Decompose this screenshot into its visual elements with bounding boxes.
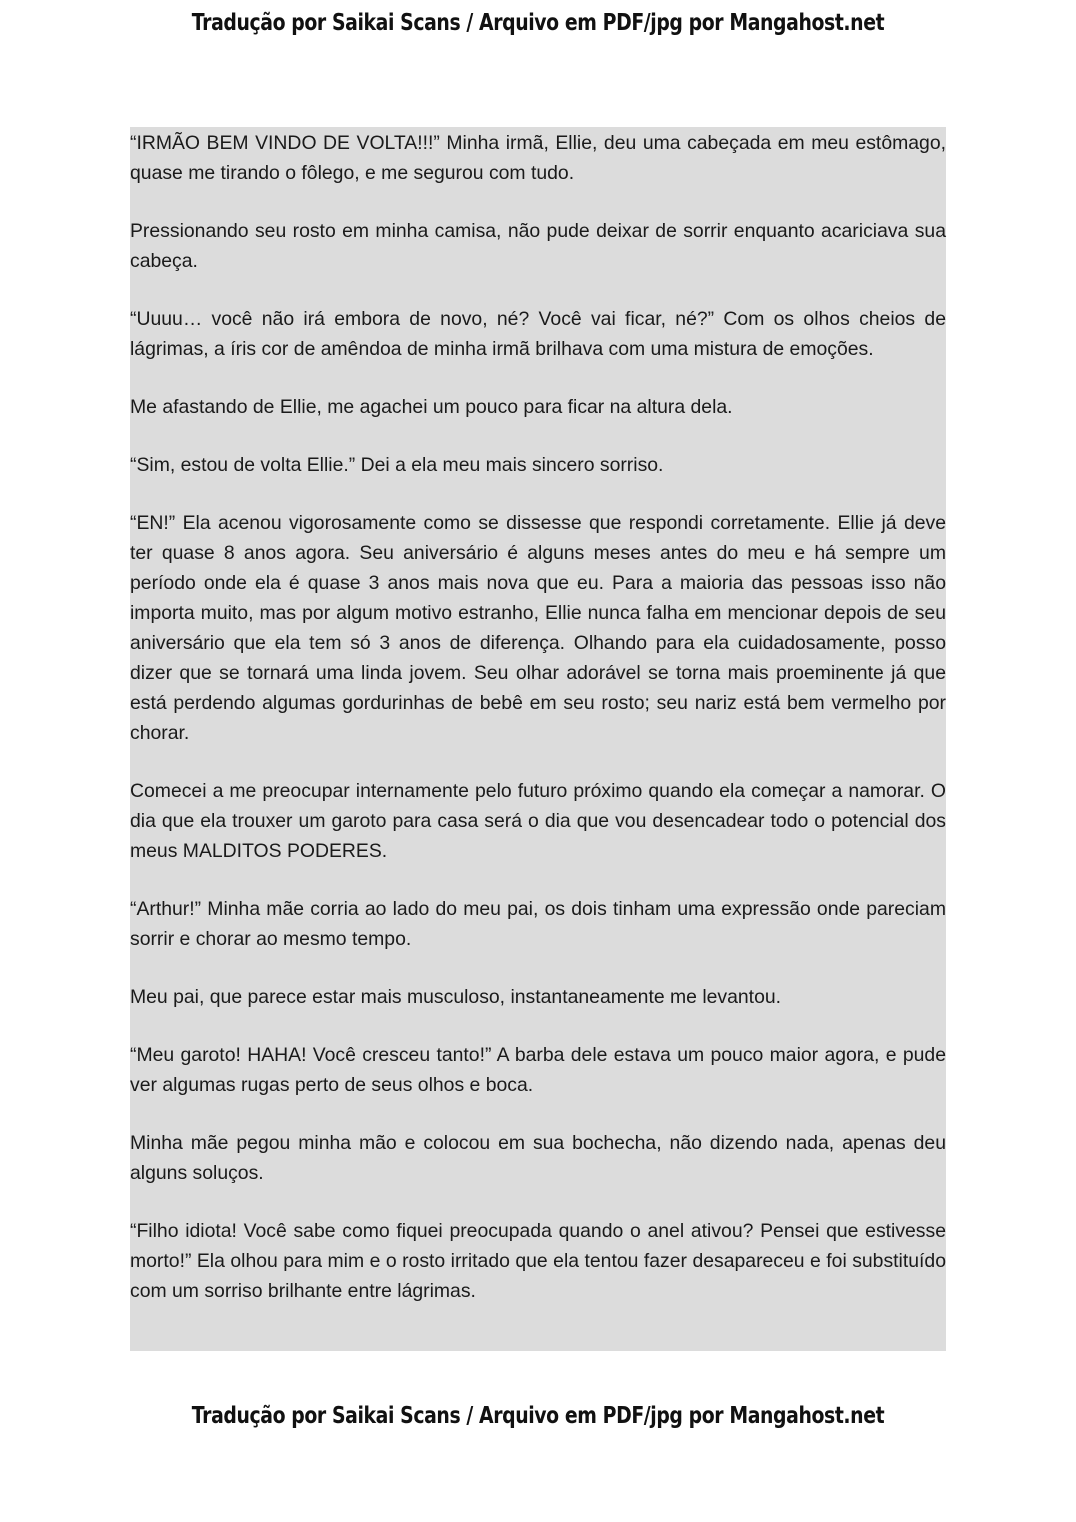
footer-credit: Tradução por Saikai Scans / Arquivo em PDF/jpg por Mangahost.net [191, 1403, 885, 1429]
paragraph: “EN!” Ela acenou vigorosamente como se dissesse que respondi corretamente. Ellie já deve ter quase 8 anos agora. Seu aniversário é alguns meses antes do meu e há sempre um período onde ela é quase 3 anos mais nova que eu. Para a maioria das pessoas isso não importa muito, mas por algum motivo estranho, Ellie nunca falha em mencionar depois de seu aniversário que ela tem só 3 anos de diferença. Olhando para ela cuidadosamente, posso dizer que se tornará uma linda jovem. Seu olhar adorável se torna mais proeminente já que está perdendo algumas gordurinhas de bebê em seu rosto; seu nariz está bem vermelho por chorar. [130, 512, 946, 744]
paragraph: “Uuuu… você não irá embora de novo, né? Você vai ficar, né?” Com os olhos cheios de lágrimas, a íris cor de amêndoa de minha irmã brilhava com uma mistura de emoções. [130, 308, 946, 360]
paragraph: “Sim, estou de volta Ellie.” Dei a ela meu mais sincero sorriso. [130, 454, 664, 476]
paragraph: Meu pai, que parece estar mais musculoso, instantaneamente me levantou. [130, 986, 782, 1008]
text-body [130, 127, 946, 1334]
text-panel [130, 127, 946, 1351]
paragraph: Me afastando de Ellie, me agachei um pouco para ficar na altura dela. [130, 396, 733, 418]
paragraph: Minha mãe pegou minha mão e colocou em sua bochecha, não dizendo nada, apenas deu alguns soluços. [130, 1132, 946, 1184]
paragraph: “Arthur!” Minha mãe corria ao lado do meu pai, os dois tinham uma expressão onde pareciam sorrir e chorar ao mesmo tempo. [130, 898, 946, 950]
header-credit: Tradução por Saikai Scans / Arquivo em PDF/jpg por Mangahost.net [191, 10, 885, 36]
paragraph: “IRMÃO BEM VINDO DE VOLTA!!!” Minha irmã, Ellie, deu uma cabeçada em meu estômago, quase me tirando o fôlego, e me segurou com tudo. [130, 132, 946, 184]
paragraph: “Filho idiota! Você sabe como fiquei preocupada quando o anel ativou? Pensei que estivesse morto!” Ela olhou para mim e o rosto irritado que ela tentou fazer desapareceu e foi substituído com um sorriso brilhante entre lágrimas. [130, 1220, 946, 1302]
paragraph: Pressionando seu rosto em minha camisa, não pude deixar de sorrir enquanto acariciava sua cabeça. [130, 220, 946, 272]
paragraph: Comecei a me preocupar internamente pelo futuro próximo quando ela começar a namorar. O dia que ela trouxer um garoto para casa será o dia que vou desencadear todo o potencial dos meus MALDITOS PODERES. [130, 780, 946, 862]
paragraph: “Meu garoto! HAHA! Você cresceu tanto!” A barba dele estava um pouco maior agora, e pude ver algumas rugas perto de seus olhos e boca. [130, 1044, 946, 1096]
